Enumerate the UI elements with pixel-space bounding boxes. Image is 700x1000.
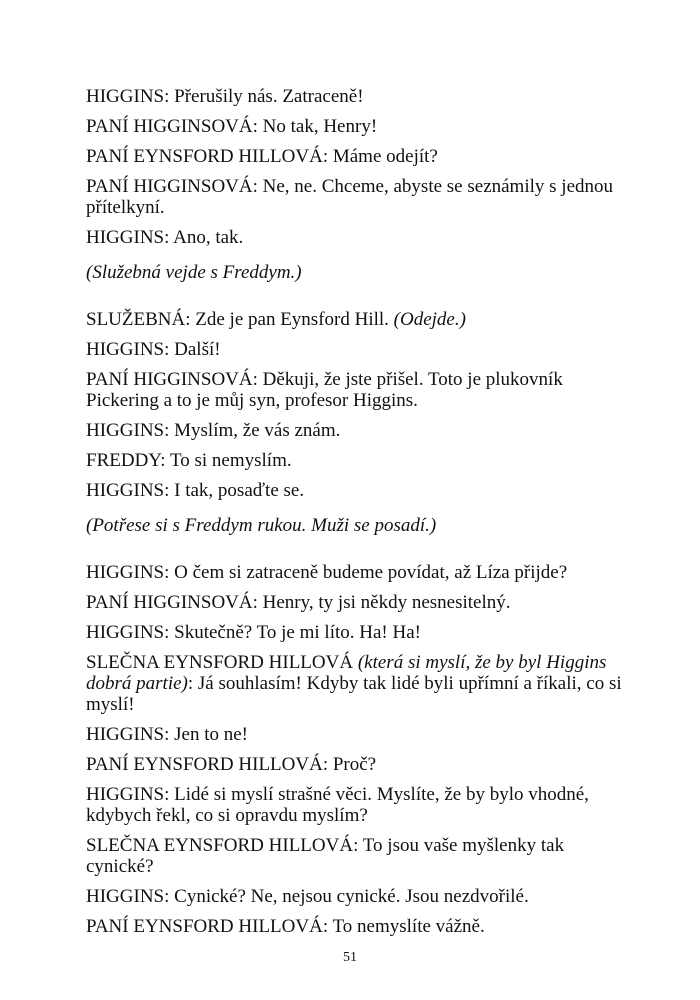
speech: Myslím, že vás znám. (174, 420, 341, 441)
dialogue-line: SLEČNA EYNSFORD HILLOVÁ (která si myslí, že by byl Higgins dobrá partie): Já souhlasím! Kdyby tak lidé byli upřímní a říkali, co si myslí! (86, 652, 622, 715)
speaker: PANÍ EYNSFORD HILLOVÁ (86, 916, 323, 937)
dialogue-line: HIGGINS: Lidé si myslí strašné věci. Myslíte, že by bylo vhodné, kdybych řekl, co si opravdu myslím? (86, 784, 589, 826)
dialogue-line: HIGGINS: O čem si zatraceně budeme povídat, až Líza přijde? (86, 562, 568, 583)
speech: To si nemyslím. (169, 450, 292, 471)
dialogue-line: HIGGINS: Další! (86, 339, 221, 360)
speaker: HIGGINS (86, 339, 165, 360)
speech: Máme odejít? (332, 146, 438, 167)
speech: Další! (174, 339, 221, 360)
speaker: FREDDY (86, 450, 161, 471)
speaker: PANÍ HIGGINSOVÁ (86, 116, 253, 137)
dialogue-line: HIGGINS: Ano, tak. (86, 227, 244, 248)
speech: I tak, posaďte se. (174, 480, 305, 501)
stage-direction: (Služebná vejde s Freddym.) (86, 262, 302, 283)
dialogue-line: HIGGINS: Myslím, že vás znám. (86, 420, 341, 441)
dialogue-line: HIGGINS: Skutečně? To je mi líto. Ha! Ha! (86, 622, 421, 643)
speaker: PANÍ HIGGINSOVÁ (86, 369, 253, 390)
dialogue-line: PANÍ HIGGINSOVÁ: Ne, ne. Chceme, abyste se seznámily s jednou přítelkyní. (86, 176, 613, 218)
dialogue-line: PANÍ HIGGINSOVÁ: Henry, ty jsi někdy nesnesitelný. (86, 592, 511, 613)
speaker: HIGGINS (86, 227, 165, 248)
dialogue-line: PANÍ HIGGINSOVÁ: Děkuji, že jste přišel. Toto je plukovník Pickering a to je můj syn, profesor Higgins. (86, 369, 563, 411)
page-number: 51 (343, 950, 357, 965)
speech: Ne, ne. Chceme, abyste se seznámily s jednou přítelkyní. (86, 176, 613, 218)
speaker: SLEČNA EYNSFORD HILLOVÁ (86, 652, 354, 673)
speech: To jsou vaše myšlenky tak cynické? (86, 835, 565, 877)
speech: To nemyslíte vážně. (332, 916, 485, 937)
speech: Ano, tak. (173, 227, 244, 248)
speech: Zde je pan Eynsford Hill. (195, 309, 389, 330)
dialogue-line: HIGGINS: Cynické? Ne, nejsou cynické. Jsou nezdvořilé. (86, 886, 529, 907)
speaker: HIGGINS (86, 86, 165, 107)
speaker: HIGGINS (86, 480, 165, 501)
dialogue-line: HIGGINS: I tak, posaďte se. (86, 480, 305, 501)
dialogue-line: SLUŽEBNÁ: Zde je pan Eynsford Hill. (Odejde.) (86, 309, 466, 330)
dialogue-line: PANÍ HIGGINSOVÁ: No tak, Henry! (86, 116, 378, 137)
dialogue-line: PANÍ EYNSFORD HILLOVÁ: Proč? (86, 754, 377, 775)
speech: Lidé si myslí strašné věci. Myslíte, že by bylo vhodné, kdybych řekl, co si opravdu myslím? (86, 784, 589, 826)
dialogue-line: HIGGINS: Přerušily nás. Zatraceně! (86, 86, 364, 107)
speaker: PANÍ EYNSFORD HILLOVÁ (86, 754, 323, 775)
speech: No tak, Henry! (262, 116, 378, 137)
speech: Děkuji, že jste přišel. Toto je plukovník Pickering a to je můj syn, profesor Higgins. (86, 369, 563, 411)
speaker: HIGGINS (86, 562, 165, 583)
stage-direction: (Potřese si s Freddym rukou. Muži se posadí.) (86, 515, 437, 536)
dialogue-line: PANÍ EYNSFORD HILLOVÁ: Máme odejít? (86, 146, 438, 167)
dialogue-line: HIGGINS: Jen to ne! (86, 724, 249, 745)
play-script (86, 86, 626, 946)
speaker: HIGGINS (86, 622, 165, 643)
speaker: HIGGINS (86, 886, 165, 907)
speech: Přerušily nás. Zatraceně! (174, 86, 364, 107)
speaker: HIGGINS (86, 784, 165, 805)
dialogue-line: PANÍ EYNSFORD HILLOVÁ: To nemyslíte vážně. (86, 916, 485, 937)
inline-direction: (která si myslí, že by byl Higgins dobrá partie) (86, 652, 607, 694)
speech: Já souhlasím! Kdyby tak lidé byli upřímní a říkali, co si myslí! (86, 673, 622, 715)
speech: Henry, ty jsi někdy nesnesitelný. (262, 592, 511, 613)
dialogue-line: FREDDY: To si nemyslím. (86, 450, 292, 471)
speaker: HIGGINS (86, 420, 165, 441)
speaker: PANÍ HIGGINSOVÁ (86, 592, 253, 613)
speech: Skutečně? To je mi líto. Ha! Ha! (174, 622, 421, 643)
speaker: PANÍ EYNSFORD HILLOVÁ (86, 146, 323, 167)
speaker: SLUŽEBNÁ (86, 309, 186, 330)
dialogue-line: SLEČNA EYNSFORD HILLOVÁ: To jsou vaše myšlenky tak cynické? (86, 835, 565, 877)
speech: O čem si zatraceně budeme povídat, až Líza přijde? (174, 562, 568, 583)
speaker: HIGGINS (86, 724, 165, 745)
speech: Proč? (332, 754, 377, 775)
inline-direction: (Odejde.) (393, 309, 466, 330)
speaker: PANÍ HIGGINSOVÁ (86, 176, 253, 197)
speech: Jen to ne! (174, 724, 249, 745)
speaker: SLEČNA EYNSFORD HILLOVÁ (86, 835, 354, 856)
speech: Cynické? Ne, nejsou cynické. Jsou nezdvořilé. (174, 886, 529, 907)
